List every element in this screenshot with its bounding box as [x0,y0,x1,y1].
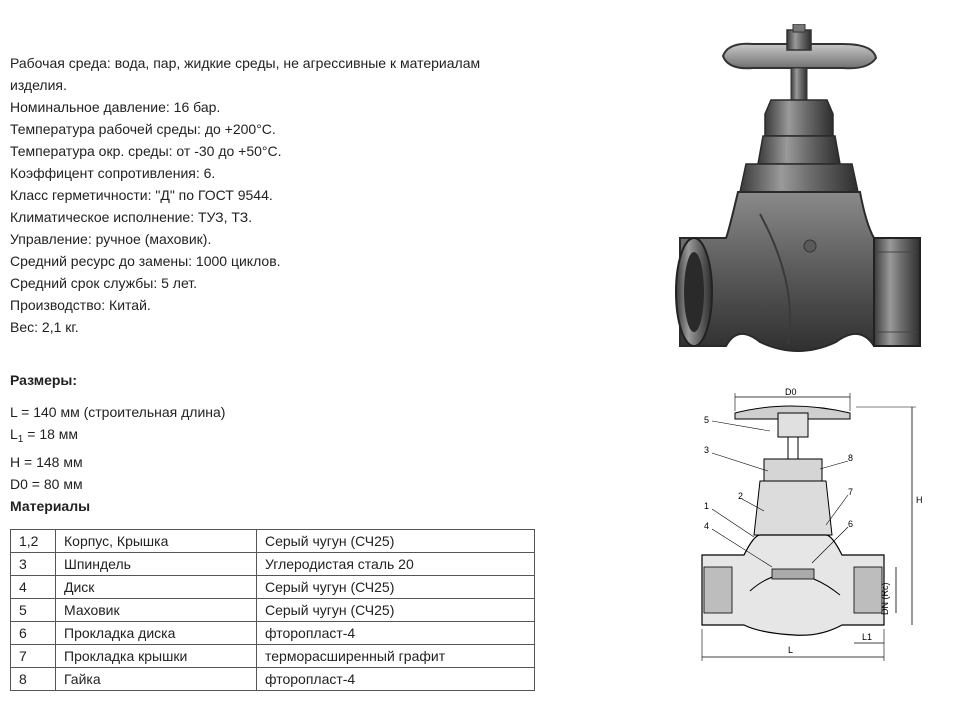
drawing-callout-5: 5 [704,415,710,425]
spec-line: Климатическое исполнение: ТУЗ, ТЗ. [10,209,253,225]
table-cell: Прокладка крышки [56,645,257,668]
dimension-d0: D0 = 80 мм [10,476,83,492]
table-row [11,645,535,668]
spec-line: Температура окр. среды: от -30 до +50°С. [10,143,282,159]
valve-photo [668,24,928,359]
table-cell: Серый чугун (СЧ25) [257,576,535,599]
drawing-label-l: L [788,645,794,655]
spec-line: Номинальное давление: 16 бар. [10,99,221,115]
table-cell: Серый чугун (СЧ25) [257,599,535,622]
dimension-l: L = 140 мм (строительная длина) [10,404,226,420]
drawing-callout-8: 8 [848,453,854,463]
drawing-label-l1: L1 [862,632,873,642]
spec-line: Вес: 2,1 кг. [10,319,79,335]
specifications [10,52,510,338]
table-cell: 3 [11,553,56,576]
table-row [11,553,535,576]
dimension-l1-symbol: L [10,426,18,442]
table-cell: 8 [11,668,56,691]
drawing-callout-2: 2 [738,491,744,501]
dimensions-list [10,401,225,495]
materials-heading: Материалы [10,498,91,514]
table-row [11,530,535,553]
spec-line: Рабочая среда: вода, пар, жидкие среды, не агрессивные к материалам изделия. [10,55,481,93]
materials-table [10,529,535,691]
dimension-l1-subscript: 1 [17,434,24,445]
drawing-label-dn: DN (Rc) [880,582,890,615]
table-cell: Серый чугун (СЧ25) [257,530,535,553]
table-cell: Гайка [56,668,257,691]
valve-drawing [690,385,930,670]
table-cell: Углеродистая сталь 20 [257,553,535,576]
spec-line: Управление: ручное (маховик). [10,231,212,247]
table-cell: Корпус, Крышка [56,530,257,553]
spec-line: Коэффицент сопротивления: 6. [10,165,216,181]
drawing-callout-1: 1 [704,501,710,511]
drawing-callout-4: 4 [704,521,710,531]
table-cell: фторопласт-4 [257,668,535,691]
spec-line: Средний срок службы: 5 лет. [10,275,198,291]
dimension-h: H = 148 мм [10,454,83,470]
table-row [11,622,535,645]
table-cell: Шпиндель [56,553,257,576]
spec-line: Класс герметичности: "Д" по ГОСТ 9544. [10,187,273,203]
dimensions-heading: Размеры: [10,372,78,388]
table-cell: 7 [11,645,56,668]
drawing-callout-7: 7 [848,487,854,497]
table-cell: 4 [11,576,56,599]
table-row [11,599,535,622]
spec-line: Температура рабочей среды: до +200°С. [10,121,276,137]
table-cell: Маховик [56,599,257,622]
table-cell: 6 [11,622,56,645]
table-cell: Диск [56,576,257,599]
table-row [11,576,535,599]
spec-line: Средний ресурс до замены: 1000 циклов. [10,253,281,269]
table-cell: 1,2 [11,530,56,553]
drawing-label-h: H [916,495,923,505]
table-cell: 5 [11,599,56,622]
dimension-l1-value: = 18 мм [23,426,79,442]
drawing-callout-6: 6 [848,519,854,529]
table-row [11,668,535,691]
dimension-l1 [10,423,225,451]
drawing-label-d0: D0 [785,387,797,397]
drawing-callout-3: 3 [704,445,710,455]
spec-line: Производство: Китай. [10,297,151,313]
table-cell: терморасширенный графит [257,645,535,668]
table-cell: фторопласт-4 [257,622,535,645]
table-cell: Прокладка диска [56,622,257,645]
